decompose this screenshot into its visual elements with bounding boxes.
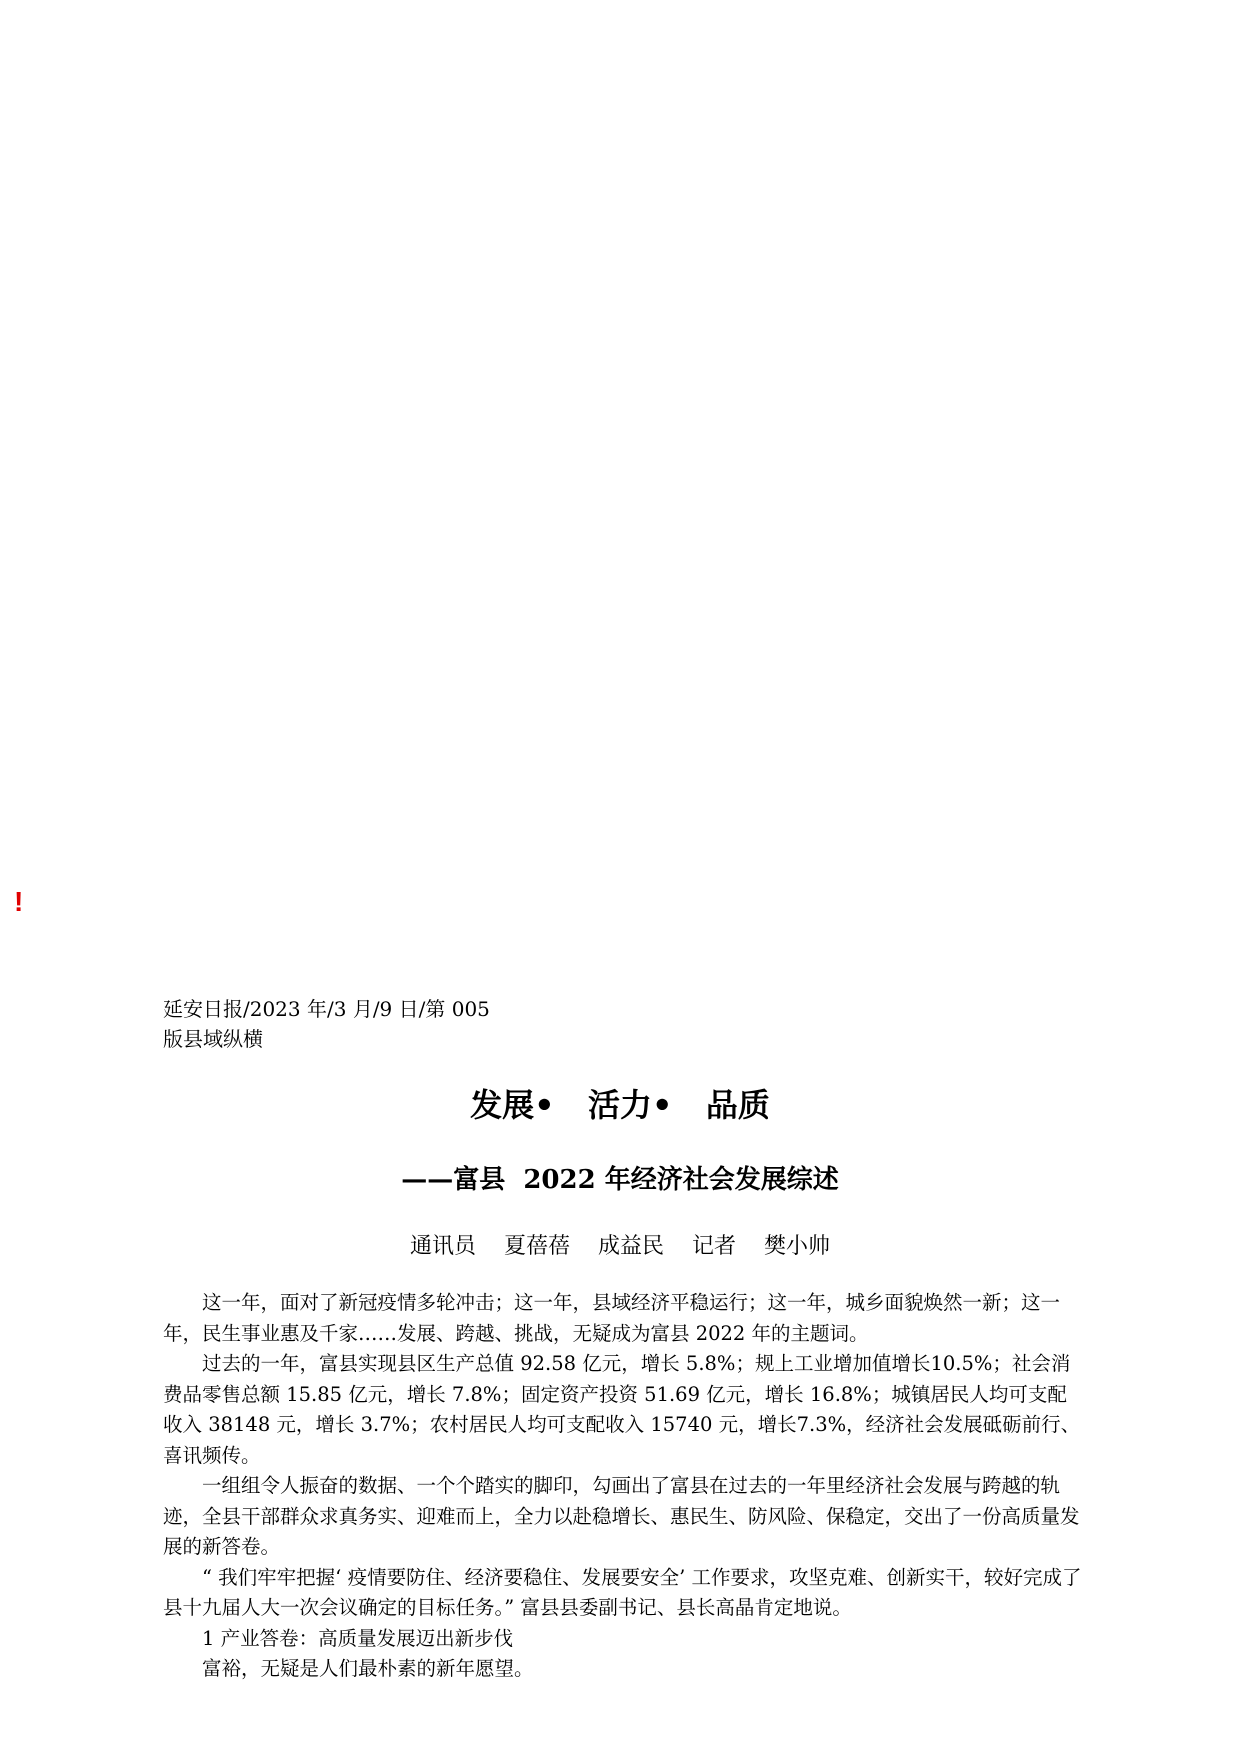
paragraph: 一组组令人振奋的数据、一个个踏实的脚印，勾画出了富县在过去的一年里经济社会发展与跨越的轨迹，全县干部群众求真务实、迎难而上，全力以赴稳增长、惠民生、防风险、保稳定，交出了一份高质量发展的新答卷。 [163,1474,1080,1558]
paragraph: 这一年，面对了新冠疫情多轮冲击；这一年，县域经济平稳运行；这一年，城乡面貌焕然一新；这一年，民生事业惠及千家……发展、跨越、挑战，无疑成为富县 2022 年的主题词。 [163,1291,1061,1345]
paragraph: 过去的一年，富县实现县区生产总值 92.58 亿元，增长 5.8%；规上工业增加值增长10.5%；社会消费品零售总额 15.85 亿元，增长 7.8%；固定资产投资 51.69 亿元，增长 16.8%；城镇居民人均可支配收入 38148 元，增长 3.7%；农村居民人均可支配收入 15740 元，增长7.3%，经济社会发展砥砺前行、喜讯频传。 [163,1352,1081,1467]
article-title: 发展• 活力• 品质 [470,1086,770,1124]
source-line-2: 版县域纵横 [163,1027,263,1051]
article-body [163,1288,1083,1685]
exclamation-mark: ! [14,886,24,917]
paragraph: 富裕，无疑是人们最朴素的新年愿望。 [202,1657,534,1680]
source-line-1: 延安日报/2023 年/3 月/9 日/第 005 [163,997,490,1021]
section-heading: 1 产业答卷：高质量发展迈出新步伐 [202,1626,514,1650]
paragraph: “ 我们牢牢把握‘ 疫情要防住、经济要稳住、发展要安全’ 工作要求，攻坚克难、创新实干，较好完成了县十九届人大一次会议确定的目标任务。” 富县县委副书记、县长高晶肯定地说。 [163,1565,1082,1619]
byline: 通讯员 夏蓓蓓 成益民 记者 樊小帅 [410,1234,830,1259]
article-subtitle: ——富县 2022 年经济社会发展综述 [401,1165,839,1195]
source-citation [163,994,490,1054]
